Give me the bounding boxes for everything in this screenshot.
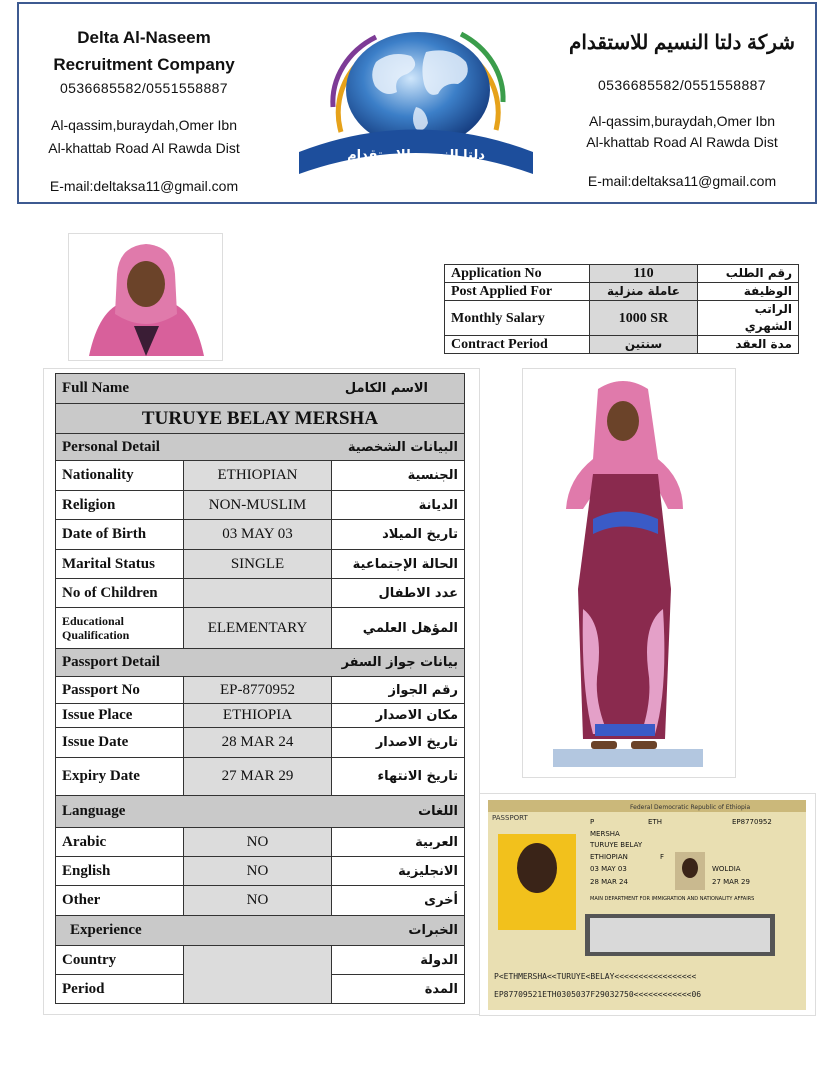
full-name-header-cell bbox=[56, 374, 465, 404]
arabic-value: NO bbox=[184, 828, 332, 857]
language-label: Language bbox=[62, 803, 126, 819]
passport-given-names: TURUYE BELAY bbox=[590, 841, 643, 849]
passport-detail-label: Passport Detail bbox=[62, 654, 160, 670]
post-applied-label-ar: الوظيفة bbox=[698, 283, 799, 301]
period-label: Period bbox=[56, 975, 184, 1004]
country-row bbox=[56, 946, 465, 975]
passport-place-of-birth: WOLDIA bbox=[712, 865, 741, 873]
experience-value bbox=[184, 946, 332, 1004]
address-right bbox=[567, 111, 797, 153]
language-header bbox=[56, 796, 465, 828]
issue-place-row bbox=[56, 704, 465, 728]
application-row bbox=[445, 336, 799, 354]
portrait-illustration bbox=[69, 234, 222, 360]
expiry-date-label: Expiry Date bbox=[56, 758, 184, 796]
dob-label-ar: تاريخ الميلاد bbox=[332, 520, 465, 550]
other-language-label-ar: أخرى bbox=[332, 886, 465, 916]
address-left-line1: Al-qassim,buraydah,Omer Ibn bbox=[51, 117, 237, 133]
passport-no-label-ar: رقم الجواز bbox=[332, 677, 465, 704]
application-no-label: Application No bbox=[445, 265, 590, 283]
passport-mrz-line2: EP87709521ETH0305037F29032750<<<<<<<<<<<<06 bbox=[494, 990, 702, 999]
email-right: E-mail:deltaksa11@gmail.com bbox=[587, 173, 777, 189]
nationality-label-ar: الجنسية bbox=[332, 461, 465, 491]
address-left bbox=[19, 114, 269, 160]
expiry-date-row bbox=[56, 758, 465, 796]
passport-detail-label-ar: بيانات جواز السفر bbox=[341, 655, 458, 670]
children-label: No of Children bbox=[56, 579, 184, 608]
period-label-ar: المدة bbox=[332, 975, 465, 1004]
phone-right: 0536685582/0551558887 bbox=[597, 77, 766, 93]
full-body-illustration bbox=[523, 369, 735, 777]
passport-expiry-date: 27 MAR 29 bbox=[712, 878, 750, 886]
issue-place-label-ar: مكان الاصدار bbox=[332, 704, 465, 728]
issue-date-label: Issue Date bbox=[56, 728, 184, 758]
education-label-line2: Qualification bbox=[62, 628, 130, 642]
passport-dob: 03 MAY 03 bbox=[590, 865, 627, 873]
address-right-line2: Al-khattab Road Al Rawda Dist bbox=[586, 134, 778, 150]
passport-surname: MERSHA bbox=[590, 830, 620, 838]
application-row bbox=[445, 265, 799, 283]
experience-header-cell bbox=[56, 916, 465, 946]
marital-status-row bbox=[56, 550, 465, 579]
monthly-salary-label-ar: الراتب الشهري bbox=[698, 301, 799, 336]
personal-detail-label: Personal Detail bbox=[62, 438, 160, 455]
contract-period-value: سنتين bbox=[590, 336, 698, 354]
arabic-label: Arabic bbox=[56, 828, 184, 857]
marital-status-value: SINGLE bbox=[184, 550, 332, 579]
english-label-ar: الانجليزية bbox=[332, 857, 465, 886]
education-label-ar: المؤهل العلمي bbox=[332, 608, 465, 649]
religion-label-ar: الديانة bbox=[332, 491, 465, 520]
experience-label-ar: الخبرات bbox=[408, 923, 458, 938]
expiry-date-label-ar: تاريخ الانتهاء bbox=[332, 758, 465, 796]
language-header-cell bbox=[56, 796, 465, 828]
other-language-row bbox=[56, 886, 465, 916]
children-value bbox=[184, 579, 332, 608]
passport-type: P bbox=[590, 818, 595, 826]
application-row bbox=[445, 301, 799, 336]
full-name-header-row bbox=[56, 374, 465, 404]
svg-text:PASSPORT: PASSPORT bbox=[492, 814, 528, 822]
passport-code: ETH bbox=[648, 818, 662, 826]
personal-detail-cell bbox=[56, 434, 465, 461]
arabic-label-ar: العربية bbox=[332, 828, 465, 857]
experience-label: Experience bbox=[70, 922, 142, 938]
passport-scan bbox=[479, 793, 816, 1016]
full-name-label: Full Name bbox=[62, 380, 130, 396]
application-no-label-ar: رقم الطلب bbox=[698, 265, 799, 283]
address-right-line1: Al-qassim,buraydah,Omer Ibn bbox=[589, 113, 775, 129]
passport-no-value: EP-8770952 bbox=[184, 677, 332, 704]
country-label: Country bbox=[56, 946, 184, 975]
passport-illustration bbox=[480, 794, 815, 1015]
marital-status-label: Marital Status bbox=[56, 550, 184, 579]
email-left: E-mail:deltaksa11@gmail.com bbox=[49, 178, 239, 194]
contract-period-label-ar: مدة العقد bbox=[698, 336, 799, 354]
english-label: English bbox=[56, 857, 184, 886]
applicant-form-table bbox=[55, 373, 465, 1004]
expiry-date-value: 27 MAR 29 bbox=[184, 758, 332, 796]
logo-banner-text: دلتا النسيم للاستقدام bbox=[347, 148, 485, 163]
passport-sex: F bbox=[660, 853, 665, 861]
marital-status-label-ar: الحالة الإجتماعية bbox=[332, 550, 465, 579]
issue-place-label: Issue Place bbox=[56, 704, 184, 728]
passport-authority: MAIN DEPARTMENT FOR IMMIGRATION AND NATIONALITY AFFAIRS bbox=[590, 896, 755, 902]
religion-value: NON-MUSLIM bbox=[184, 491, 332, 520]
arabic-row bbox=[56, 828, 465, 857]
education-value: ELEMENTARY bbox=[184, 608, 332, 649]
post-applied-value: عاملة منزلية bbox=[590, 283, 698, 301]
company-logo bbox=[281, 12, 551, 182]
passport-header-line: Federal Democratic Republic of Ethiopia bbox=[630, 804, 751, 811]
nationality-label: Nationality bbox=[56, 461, 184, 491]
passport-nationality: ETHIOPIAN bbox=[590, 853, 628, 861]
contract-period-label: Contract Period bbox=[445, 336, 590, 354]
passport-no-row bbox=[56, 677, 465, 704]
application-row bbox=[445, 283, 799, 301]
religion-row bbox=[56, 491, 465, 520]
education-label-line1: Educational bbox=[62, 614, 125, 628]
header-left-block bbox=[19, 24, 269, 194]
nationality-row bbox=[56, 461, 465, 491]
application-summary-table bbox=[444, 264, 799, 354]
other-language-value: NO bbox=[184, 886, 332, 916]
issue-date-row bbox=[56, 728, 465, 758]
dob-value: 03 MAY 03 bbox=[184, 520, 332, 550]
full-name-label-ar: الاسم الكامل bbox=[344, 381, 428, 396]
passport-mrz-line1: P<ETHMERSHA<<TURUYE<BELAY<<<<<<<<<<<<<<<<< bbox=[494, 972, 697, 981]
nationality-value: ETHIOPIAN bbox=[184, 461, 332, 491]
applicant-photo-small bbox=[68, 233, 223, 361]
children-row bbox=[56, 579, 465, 608]
children-label-ar: عدد الاطفال bbox=[332, 579, 465, 608]
education-row bbox=[56, 608, 465, 649]
applicant-photo-full bbox=[522, 368, 736, 778]
full-name-value: TURUYE BELAY MERSHA bbox=[56, 404, 465, 434]
company-name-en-2: Recruitment Company bbox=[53, 55, 235, 74]
english-value: NO bbox=[184, 857, 332, 886]
language-label-ar: اللغات bbox=[418, 804, 458, 819]
post-applied-label: Post Applied For bbox=[445, 283, 590, 301]
monthly-salary-value: 1000 SR bbox=[590, 301, 698, 336]
issue-place-value: ETHIOPIA bbox=[184, 704, 332, 728]
dob-label: Date of Birth bbox=[56, 520, 184, 550]
application-no-value: 110 bbox=[590, 265, 698, 283]
address-left-line2: Al-khattab Road Al Rawda Dist bbox=[48, 140, 240, 156]
country-label-ar: الدولة bbox=[332, 946, 465, 975]
education-label bbox=[56, 608, 184, 649]
passport-detail-header bbox=[56, 649, 465, 677]
personal-detail-header bbox=[56, 434, 465, 461]
issue-date-label-ar: تاريخ الاصدار bbox=[332, 728, 465, 758]
religion-label: Religion bbox=[56, 491, 184, 520]
english-row bbox=[56, 857, 465, 886]
experience-header bbox=[56, 916, 465, 946]
full-name-row bbox=[56, 404, 465, 434]
company-name-ar: شركة دلتا النسيم للاستقدام bbox=[568, 32, 796, 54]
passport-issue-date: 28 MAR 24 bbox=[590, 878, 628, 886]
passport-no-label: Passport No bbox=[56, 677, 184, 704]
personal-detail-label-ar: البيانات الشخصية bbox=[347, 439, 458, 455]
passport-detail-cell bbox=[56, 649, 465, 677]
passport-number-scan: EP8770952 bbox=[732, 818, 772, 826]
company-name-en: Delta Al-Naseem bbox=[77, 28, 211, 47]
monthly-salary-label: Monthly Salary bbox=[445, 301, 590, 336]
phone-left: 0536685582/0551558887 bbox=[59, 80, 228, 96]
other-language-label: Other bbox=[56, 886, 184, 916]
issue-date-value: 28 MAR 24 bbox=[184, 728, 332, 758]
header-right-block bbox=[567, 30, 797, 189]
company-header bbox=[17, 2, 817, 204]
dob-row bbox=[56, 520, 465, 550]
